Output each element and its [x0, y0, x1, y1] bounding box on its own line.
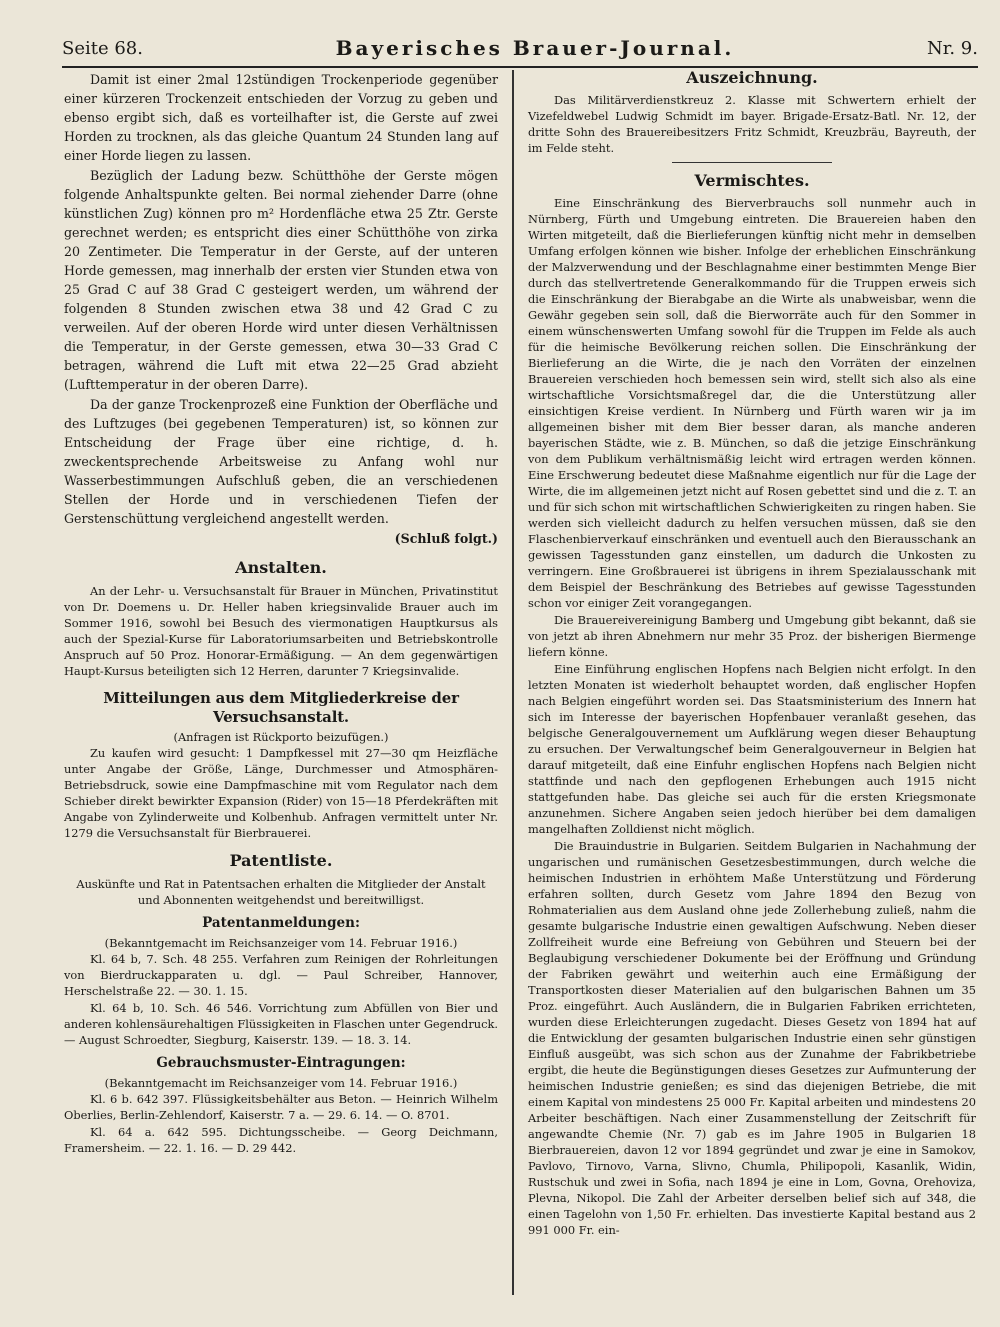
- column-divider: [512, 70, 514, 1295]
- divider: [672, 162, 832, 163]
- paragraph: Die Brauereivereinigung Bamberg und Umgebung gibt bekannt, daß sie von jetzt ab ihren Abnehmern nur mehr 35 Proz. der bisherigen Biermenge liefern könne.: [528, 613, 976, 659]
- section-heading-vermischtes: Vermischtes.: [694, 171, 810, 190]
- publication-note: (Bekanntgemacht im Reichsanzeiger vom 14. Februar 1916.): [104, 936, 458, 950]
- section-note: Auskünfte und Rat in Patentsachen erhalten die Mitglieder der Anstalt und Abonnenten weitgehendst und bereitwilligst.: [76, 877, 486, 907]
- subheading-gebrauchsmuster: Gebrauchsmuster-Eintragungen:: [156, 1055, 406, 1071]
- paragraph: Damit ist einer 2mal 12stündigen Trockenperiode gegenüber einer kürzeren Trockenzeit entschieden der Vorzug zu geben und ebenso ergibt sich, daß es vorteilhafter ist, die Gerste auf zwei Horden zu trocknen, als das gleiche Quantum 24 Stunden lang auf einer Horde liegen zu lassen.: [64, 72, 498, 163]
- section-heading-anstalten: Anstalten.: [235, 558, 327, 577]
- left-column: [64, 70, 498, 1157]
- right-column: [528, 70, 976, 1239]
- section-heading-auszeichnung: Auszeichnung.: [686, 68, 818, 87]
- subheading-patentanmeldungen: Patentanmeldungen:: [202, 915, 360, 931]
- gebrauchsmuster-entry: Kl. 64 a. 642 595. Dichtungsscheibe. — Georg Deichmann, Framersheim. — 22. 1. 16. — D. 29 442.: [64, 1125, 498, 1155]
- paragraph: Das Militärverdienstkreuz 2. Klasse mit Schwertern erhielt der Vizefeldwebel Ludwig Schmidt im bayer. Brigade-Ersatz-Batl. Nr. 12, der dritte Sohn des Brauereibesitzers Fritz Schmidt, Kreuzbräu, Bayreuth, der im Felde steht.: [528, 93, 976, 155]
- gebrauchsmuster-entry: Kl. 6 b. 642 397. Flüssigkeitsbehälter aus Beton. — Heinrich Wilhelm Oberlies, Berlin-Zehlendorf, Kaiserstr. 7 a. — 29. 6. 14. — O. 8701.: [64, 1092, 498, 1122]
- patent-entry: Kl. 64 b, 7. Sch. 48 255. Verfahren zum Reinigen der Rohrleitungen von Bierdruckapparaten u. dgl. — Paul Schreiber, Hannover, Herschelstraße 22. — 30. 1. 15.: [64, 952, 498, 998]
- paragraph: Eine Einschränkung des Bierverbrauchs soll nunmehr auch in Nürnberg, Fürth und Umgebung eintreten. Die Brauereien haben den Wirten mitgeteilt, daß die Bierlieferungen künftig nicht mehr in demselben Umfang erfolgen können wie bisher. Infolge der erheblichen Einschränkung der Malzverwendung und der Beschlagnahme einer bestimmten Menge Bier durch das stellvertretende Generalkommando für die Truppen erweis sich die Einschränkung der Bierabgabe an die Wirte als unabweisbar, wenn die Gewähr gegeben sein soll, daß die Bierworräte auch für den Sommer in einem wünschenswerten Umfang sowohl für die Truppen im Felde als auch für die heimische Bevölkerung reichen sollen. Die Einschränkung der Bierlieferung an die Wirte, die je nach den Vorräten der einzelnen Brauereien verschieden hoch bemessen sein wird, stellt sich also als eine wirtschaftliche Vorsichtsmaßregel dar, die die Unterstützung aller einsichtigen Kreise verdient. In Nürnberg und Fürth waren wir ja im allgemeinen bisher mit dem Bier besser daran, als manche anderen bayerischen Städte, wie z. B. München, so daß die jetzige Einschränkung von dem Publikum verhältnismäßig leicht wird ertragen werden können. Eine Erschwerung bedeutet diese Maßnahme eigentlich nur für die Lage der Wirte, die im allgemeinen jetzt nicht auf Rosen gebettet sind und die z. T. an und für sich schon mit wirtschaftlichen Schwierigkeiten zu ringen haben. Sie werden sich vielleicht dadurch zu helfen versuchen müssen, daß sie den Flaschenbierverkauf einschränken und eventuell auch den Bierausschank an gewissen Tagesstunden ganz einstellen, um dadurch die Unkosten zu verringern. Eine Großbrauerei ist übrigens in ihrem Spezialausschank mit dem Beispiel der Beschränkung des Betriebes auf gewisse Tagesstunden schon vor einiger Zeit vorangegangen.: [528, 196, 976, 610]
- paragraph: Zu kaufen wird gesucht: 1 Dampfkessel mit 27—30 qm Heizfläche unter Angabe der Größe, Länge, Durchmesser und Atmosphären-Betriebsdruck, sowie eine Dampfmaschine mit vom Regulator nach dem Schieber direkt bewirkter Expansion (Rider) von 15—18 Pferdekräften mit Angabe von Zylinderweite und Kolbenhub. Anfragen vermittelt unter Nr. 1279 die Versuchsanstalt für Bierbrauerei.: [64, 746, 498, 840]
- paragraph: Da der ganze Trockenprozeß eine Funktion der Oberfläche und des Luftzuges (bei gegebenen Temperaturen) ist, so können zur Entscheidung der Frage über eine richtige, d. h. zweckentsprechende Arbeitsweise zu Anfang wohl nur Wasserbestimmungen Aufschluß geben, die an verschiedenen Stellen der Horde und in verschiedenen Tiefen der Gerstenschüttung vergleichend angestellt werden.: [64, 397, 498, 526]
- page-header: [62, 30, 978, 68]
- paragraph: An der Lehr- u. Versuchsanstalt für Brauer in München, Privatinstitut von Dr. Doemens u. Dr. Heller haben kriegsinvalide Brauer auch im Sommer 1916, sowohl bei Besuch des viermonatigen Hauptkursus als auch der Spezial-Kurse für Laboratoriumsarbeiten und Betriebskontrolle Anspruch auf 50 Proz. Honorar-Ermäßigung. — An dem gegenwärtigen Haupt-Kursus beteiligten sich 12 Herren, darunter 7 Kriegsinvalide.: [64, 584, 498, 678]
- issue-number: Nr. 9.: [926, 37, 978, 59]
- continuation-note: (Schluß folgt.): [394, 531, 498, 546]
- publication-note: (Bekanntgemacht im Reichsanzeiger vom 14. Februar 1916.): [104, 1076, 458, 1090]
- section-heading-patentliste: Patentliste.: [229, 851, 333, 870]
- paragraph: Bezüglich der Ladung bezw. Schütthöhe der Gerste mögen folgende Anhaltspunkte gelten. Bei normal ziehender Darre (ohne künstlichen Zug) können pro m² Hordenfläche etwa 25 Ztr. Gerste gerechnet werden; es entspricht dies einer Schütthöhe von zirka 20 Zentimeter. Die Temperatur in der Gerste, auf der unteren Horde gemessen, mag innerhalb der ersten vier Stunden etwa von 25 Grad C auf 38 Grad C gesteigert werden, um während der folgenden 8 Stunden zwischen etwa 38 und 42 Grad C zu verweilen. Auf der oberen Horde wird unter diesen Verhältnissen die Temperatur, in der Gerste gemessen, etwa 30—33 Grad C betragen, während die Luft mit etwa 22—25 Grad abzieht (Lufttemperatur in der oberen Darre).: [64, 168, 498, 392]
- patent-entry: Kl. 64 b, 10. Sch. 46 546. Vorrichtung zum Abfüllen von Bier und anderen kohlensäurehaltigen Flüssigkeiten in Flaschen unter Gegendruck. — August Schroedter, Siegburg, Kaiserstr. 139. — 18. 3. 14.: [64, 1001, 498, 1047]
- journal-title: Bayerisches Brauer-Journal.: [335, 36, 735, 60]
- paragraph: Eine Einführung englischen Hopfens nach Belgien nicht erfolgt. In den letzten Monaten ist wiederholt behauptet worden, daß englischer Hopfen nach Belgien eingeführt worden sei. Das Staatsministerium des Innern hat sich im Interesse der bayerischen Hopfenbauer veranlaßt gesehen, das belgische Generalgouvernement um Aufklärung wegen dieser Behauptung zu ersuchen. Der Verwaltungschef beim Generalgouverneur in Belgien hat darauf mitgeteilt, daß eine Einfuhr englischen Hopfens nach Belgien nicht stattfinde und nach den gepflogenen Erhebungen auch 1915 nicht stattgefunden habe. Das gleiche sei auch für die ersten Kriegsmonate anzunehmen. Sichere Angaben seien jedoch hierüber bei dem damaligen mangelhaften Zolldienst nicht möglich.: [528, 662, 976, 836]
- page-number: Seite 68.: [62, 37, 143, 59]
- section-subheading: (Anfragen ist Rückporto beizufügen.): [173, 730, 389, 744]
- section-heading-mitteilungen: Mitteilungen aus dem Mitgliederkreise der Versuchsanstalt.: [103, 689, 459, 726]
- paragraph: Die Brauindustrie in Bulgarien. Seitdem Bulgarien in Nachahmung der ungarischen und rumänischen Gesetzesbestimmungen, durch welche die heimischen Industrien in erhöhtem Maße Unterstützung und Förderung erfahren sollten, durch Gesetz vom Jahre 1894 den Bezug von Rohmaterialien aus dem Ausland ohne jede Zollerhebung zuließ, nahm die gesamte bulgarische Industrie einen gewaltigen Aufschwung. Neben dieser Zollfreiheit wurde eine Befreiung von Gebühren und Steuern bei der Beglaubigung verschiedener Dokumente bei der Eröffnung und Gründung der Fabriken gewährt und weiterhin auch eine Ermäßigung der Transportkosten dieser Materialien auf den bulgarischen Bahnen um 35 Proz. eingeführt. Auch Ausländern, die in Bulgarien Fabriken errichteten, wurden diese Erleichterungen zugedacht. Dieses Gesetz von 1894 hat auf die Entwicklung der gesamten bulgarischen Industrie einen sehr günstigen Einfluß ausgeübt, was sich schon aus der Zunahme der Fabrikbetriebe ergibt, die heute die Begünstigungen dieses Gesetzes zur Aufmunterung der heimischen Industrie genießen; es sind das diejenigen Betriebe, die mit einem Kapital von mindestens 25 000 Fr. Kapital arbeiten und mindestens 20 Arbeiter beschäftigen. Nach einer Zusammenstellung der Zeitschrift für angewandte Chemie (Nr. 7) gab es im Jahre 1905 in Bulgarien 18 Bierbrauereien, davon 12 vor 1894 gegründet und zwar je eine in Samokov, Pavlovo, Tirnovo, Varna, Slivno, Chumla, Philipopoli, Kasanlik, Widin, Rustschuk und zwei in Sofia, nach 1894 je eine in Lom, Govna, Orehoviza, Plevna, Nikopol. Die Zahl der Arbeiter derselben belief sich auf 348, die einen Tagelohn von 1,50 Fr. erhielten. Das investierte Kapital bestand aus 2 991 000 Fr. ein-: [528, 839, 976, 1237]
